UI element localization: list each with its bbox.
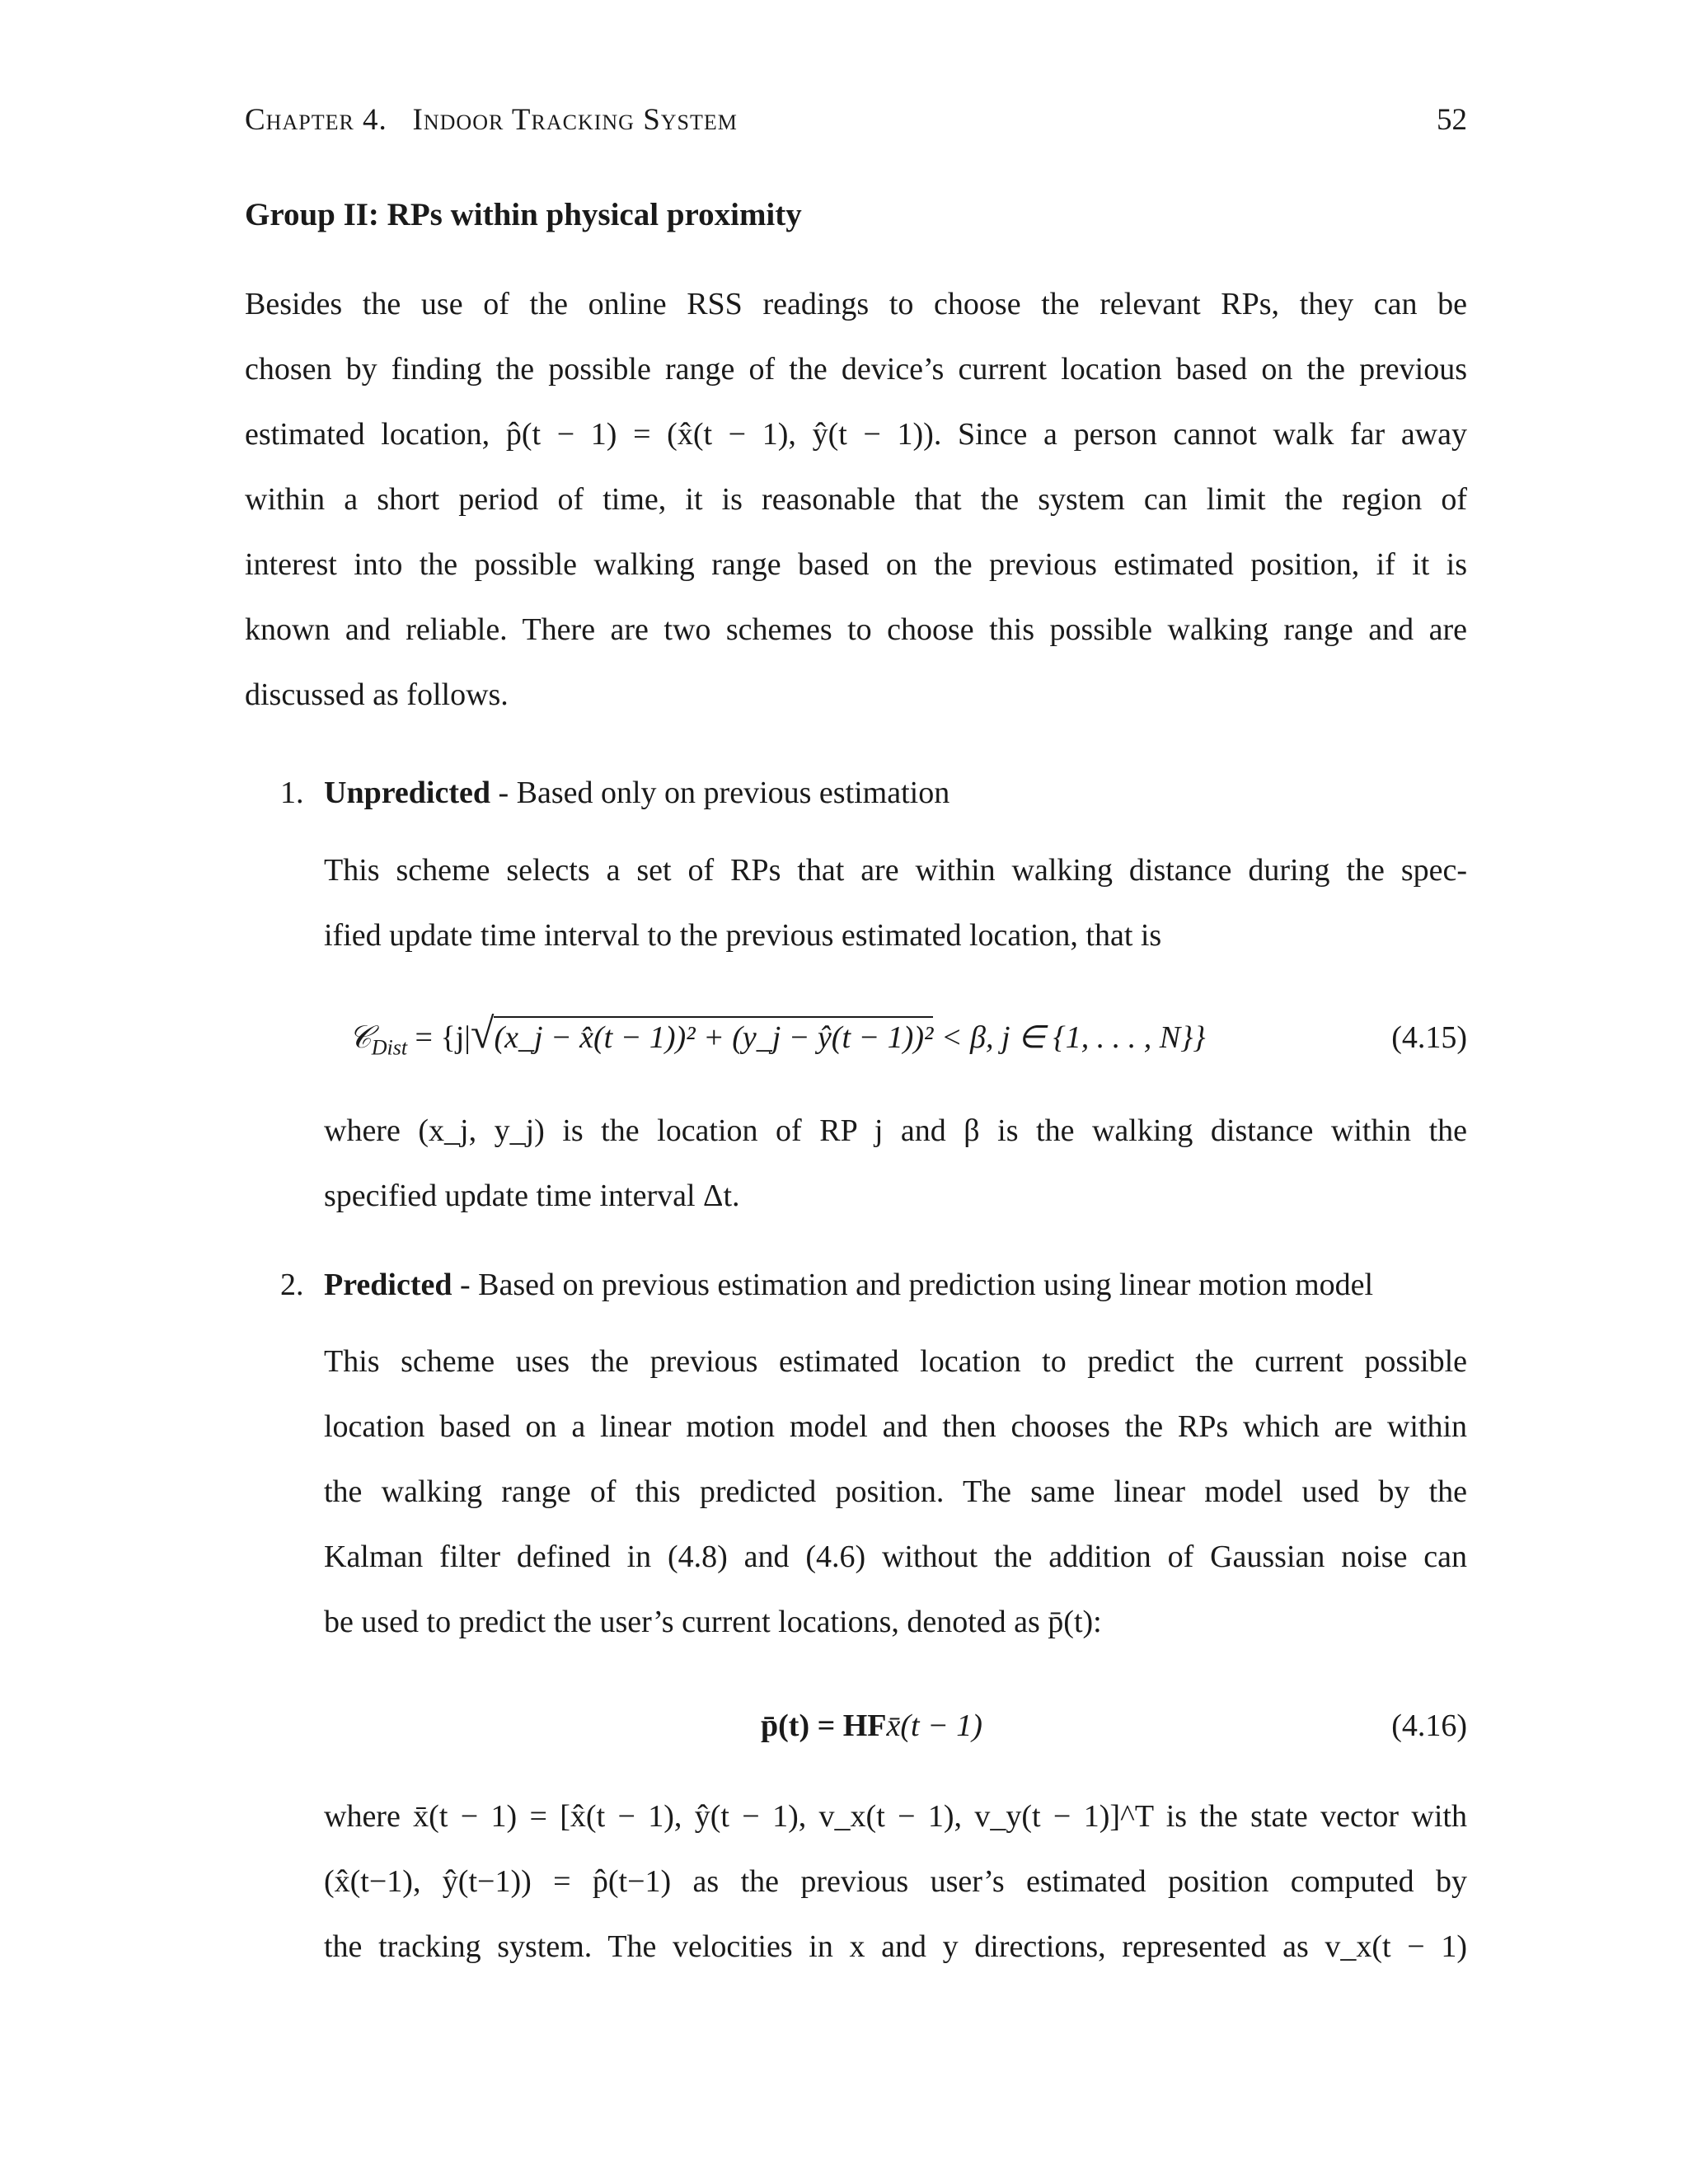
text-line: known and reliable. There are two schemes to choose this possible walking range and are [245, 612, 1467, 647]
equation-expression: p̄(t) = HFx̄(t − 1) [761, 1708, 982, 1743]
radicand: (x_j − x̂(t − 1))² + (y_j − ŷ(t − 1))² [494, 1016, 933, 1056]
text-line: chosen by finding the possible range of the device’s current location based on the previous [245, 352, 1467, 387]
item-title: Predicted [324, 1268, 452, 1302]
text-line: This scheme selects a set of RPs that are within walking distance during the spec- [324, 853, 1467, 888]
text-line: ified update time interval to the previous estimated location, that is [324, 918, 1162, 953]
text-line: interest into the possible walking range based on the previous estimated position, if it is [245, 547, 1467, 582]
text-line: (x̂(t−1), ŷ(t−1)) = p̂(t−1) as the previous user’s estimated position computed by [324, 1864, 1467, 1899]
text-line: the tracking system. The velocities in x and y directions, represented as v_x(t − 1) [324, 1929, 1467, 1964]
equation-4-15 [324, 1010, 1467, 1076]
text-line: Besides the use of the online RSS readings to choose the relevant RPs, they can be [245, 287, 1467, 321]
list-item-unpredicted [280, 775, 950, 811]
item1-paragraph [324, 838, 1467, 968]
page-number: 52 [1437, 103, 1467, 137]
text-line: where (x_j, y_j) is the location of RP j and β is the walking distance within the [324, 1113, 1467, 1148]
equation-4-16 [324, 1698, 1467, 1764]
equation-number: (4.15) [1391, 1020, 1467, 1055]
chapter-title: Indoor Tracking System [412, 103, 738, 137]
text-line: estimated location, p̂(t − 1) = (x̂(t − 1), ŷ(t − 1)). Since a person cannot walk far away [245, 417, 1467, 452]
item1-after-paragraph [324, 1099, 1467, 1229]
text-line: This scheme uses the previous estimated location to predict the current possible [324, 1344, 1467, 1379]
equation-number: (4.16) [1391, 1708, 1467, 1743]
text-line: discussed as follows. [245, 677, 509, 712]
item2-paragraph [324, 1329, 1467, 1655]
text-line: specified update time interval Δt. [324, 1179, 740, 1213]
item-title: Unpredicted [324, 776, 490, 810]
running-header [245, 102, 1467, 143]
intro-paragraph [245, 272, 1467, 728]
text-line: where x̄(t − 1) = [x̂(t − 1), ŷ(t − 1), v_x(t − 1), v_y(t − 1)]^T is the state vector with [324, 1799, 1467, 1834]
text-line: Kalman filter defined in (4.8) and (4.6) without the addition of Gaussian noise can [324, 1540, 1467, 1574]
chapter-label: Chapter 4. [245, 103, 387, 137]
text-line: the walking range of this predicted position. The same linear model used by the [324, 1474, 1467, 1509]
section-heading: Group II: RPs within physical proximity [245, 197, 802, 232]
text-line: be used to predict the user’s current locations, denoted as p̄(t): [324, 1605, 1102, 1639]
text-line: within a short period of time, it is reasonable that the system can limit the region of [245, 482, 1467, 517]
text-line: location based on a linear motion model and then chooses the RPs which are within [324, 1409, 1467, 1444]
item-subtitle: - Based only on previous estimation [498, 776, 950, 810]
item-number: 1. [280, 776, 304, 810]
item-subtitle: - Based on previous estimation and prediction using linear motion model [459, 1268, 1374, 1302]
list-item-predicted [280, 1267, 1467, 1303]
item2-after-paragraph [324, 1784, 1467, 1980]
equation-expression: 𝒞$_{Dist}$ = {j|√(x_j − x̂(t − 1))² + (y_j − ŷ(t − 1))² < β, j ∈ {1, . . . , N}} [349, 1010, 1206, 1060]
item-number: 2. [280, 1268, 304, 1302]
